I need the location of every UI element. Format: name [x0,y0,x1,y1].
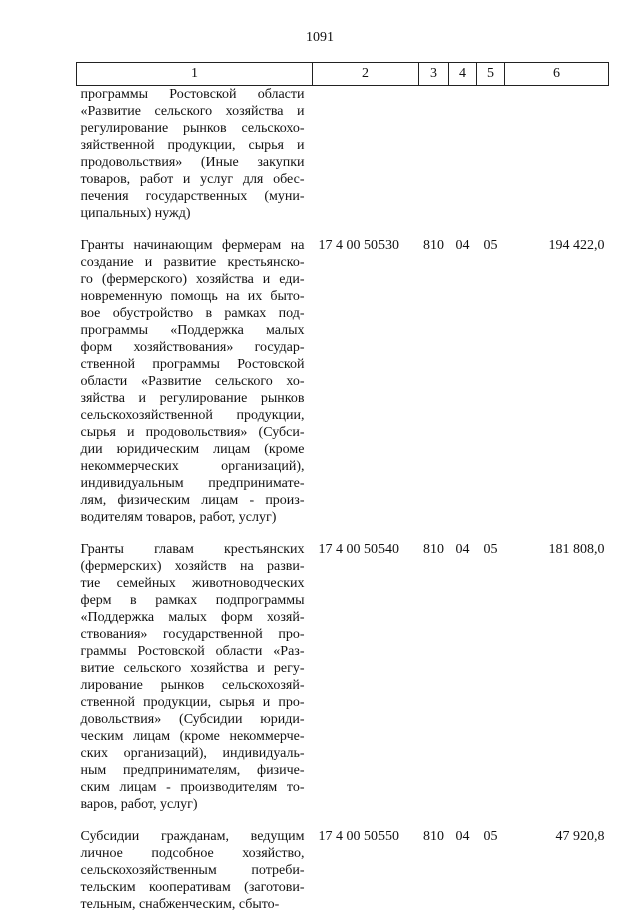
description-line: ферм в рамках подпрограммы [81,592,305,609]
row-kvr: 810 [419,828,449,913]
row-code: 17 4 00 50550 [313,828,419,913]
column-header-5: 5 [477,63,505,86]
description-line: «Развитие сельского хозяйства и [81,103,305,120]
description-line: ственной продукции, сырья и про- [81,694,305,711]
description-line: ских организаций), индивидуаль- [81,745,305,762]
table-row [77,828,609,913]
description-line: некоммерческих организаций), [81,458,305,475]
description-line: создание и развитие крестьянско- [81,254,305,271]
description-line: личное подсобное хозяйство, [81,845,305,862]
row-amount: 181 808,0 [505,541,609,828]
description-line: ципальных) нужд) [81,205,305,222]
description-line: (фермерских) хозяйств на разви- [81,558,305,575]
row-pr: 05 [477,541,505,828]
row-code: 17 4 00 50540 [313,541,419,828]
row-code [313,86,419,238]
column-header-4: 4 [449,63,477,86]
description-line: продовольствия» (Иные закупки [81,154,305,171]
row-rz [449,86,477,238]
row-amount [505,86,609,238]
description-line: тельным, снабженческим, сбыто- [81,896,305,913]
description-line: варов, работ, услуг) [81,796,305,813]
description-line: довольствия» (Субсидии юриди- [81,711,305,728]
description-line: ным предпринимателям, физиче- [81,762,305,779]
description-line: программы «Поддержка малых [81,322,305,339]
row-kvr: 810 [419,237,449,541]
row-rz: 04 [449,541,477,828]
row-amount: 194 422,0 [505,237,609,541]
description-line: ственной программы Ростовской [81,356,305,373]
table-row [77,86,609,238]
row-kvr: 810 [419,541,449,828]
row-description [77,86,313,238]
row-description [77,828,313,913]
description-line: вое обустройство в рамках под- [81,305,305,322]
description-line: сельскохозяйственной продукции, [81,407,305,424]
description-line: сельскохозяйственным потреби- [81,862,305,879]
table-header-row [77,63,609,86]
row-pr [477,86,505,238]
description-line: лям, физическим лицам - произ- [81,492,305,509]
description-line: форм хозяйствования» государ- [81,339,305,356]
row-code: 17 4 00 50530 [313,237,419,541]
description-line: ческим лицам (кроме некоммерче- [81,728,305,745]
description-line: Гранты главам крестьянских [81,541,305,558]
description-line: Субсидии гражданам, ведущим [81,828,305,845]
description-line: ским лицам - производителям то- [81,779,305,796]
row-kvr [419,86,449,238]
description-line: новременную помощь на их быто- [81,288,305,305]
row-description [77,237,313,541]
column-header-1: 1 [77,63,313,86]
column-header-6: 6 [505,63,609,86]
description-line: лирование рынков сельскохозяй- [81,677,305,694]
description-line: Гранты начинающим фермерам на [81,237,305,254]
description-line: водителям товаров, работ, услуг) [81,509,305,526]
description-line: сырья и продовольствия» (Субси- [81,424,305,441]
description-line: ствования» государственной про- [81,626,305,643]
description-line: зяйственной продукции, сырья и [81,137,305,154]
description-line: «Поддержка малых форм хозяй- [81,609,305,626]
description-line: зяйства и регулирование рынков [81,390,305,407]
table-row [77,541,609,828]
description-line: программы Ростовской области [81,86,305,103]
description-line: дии юридическим лицам (кроме [81,441,305,458]
table-body [77,86,609,913]
row-rz: 04 [449,237,477,541]
budget-table [76,62,609,913]
description-line: товаров, работ и услуг для обес- [81,171,305,188]
description-line: тие семейных животноводческих [81,575,305,592]
description-line: регулирование рынков сельскохо- [81,120,305,137]
row-pr: 05 [477,237,505,541]
description-line: индивидуальным предпринимате- [81,475,305,492]
column-header-3: 3 [419,63,449,86]
description-line: граммы Ростовской области «Раз- [81,643,305,660]
description-line: области «Развитие сельского хо- [81,373,305,390]
row-pr: 05 [477,828,505,913]
description-line: тельским кооперативам (заготови- [81,879,305,896]
description-line: витие сельского хозяйства и регу- [81,660,305,677]
table-row [77,237,609,541]
row-description [77,541,313,828]
description-line: го (фермерского) хозяйства и еди- [81,271,305,288]
column-header-2: 2 [313,63,419,86]
page-number: 1091 [0,30,640,46]
row-amount: 47 920,8 [505,828,609,913]
row-rz: 04 [449,828,477,913]
description-line: печения государственных (муни- [81,188,305,205]
